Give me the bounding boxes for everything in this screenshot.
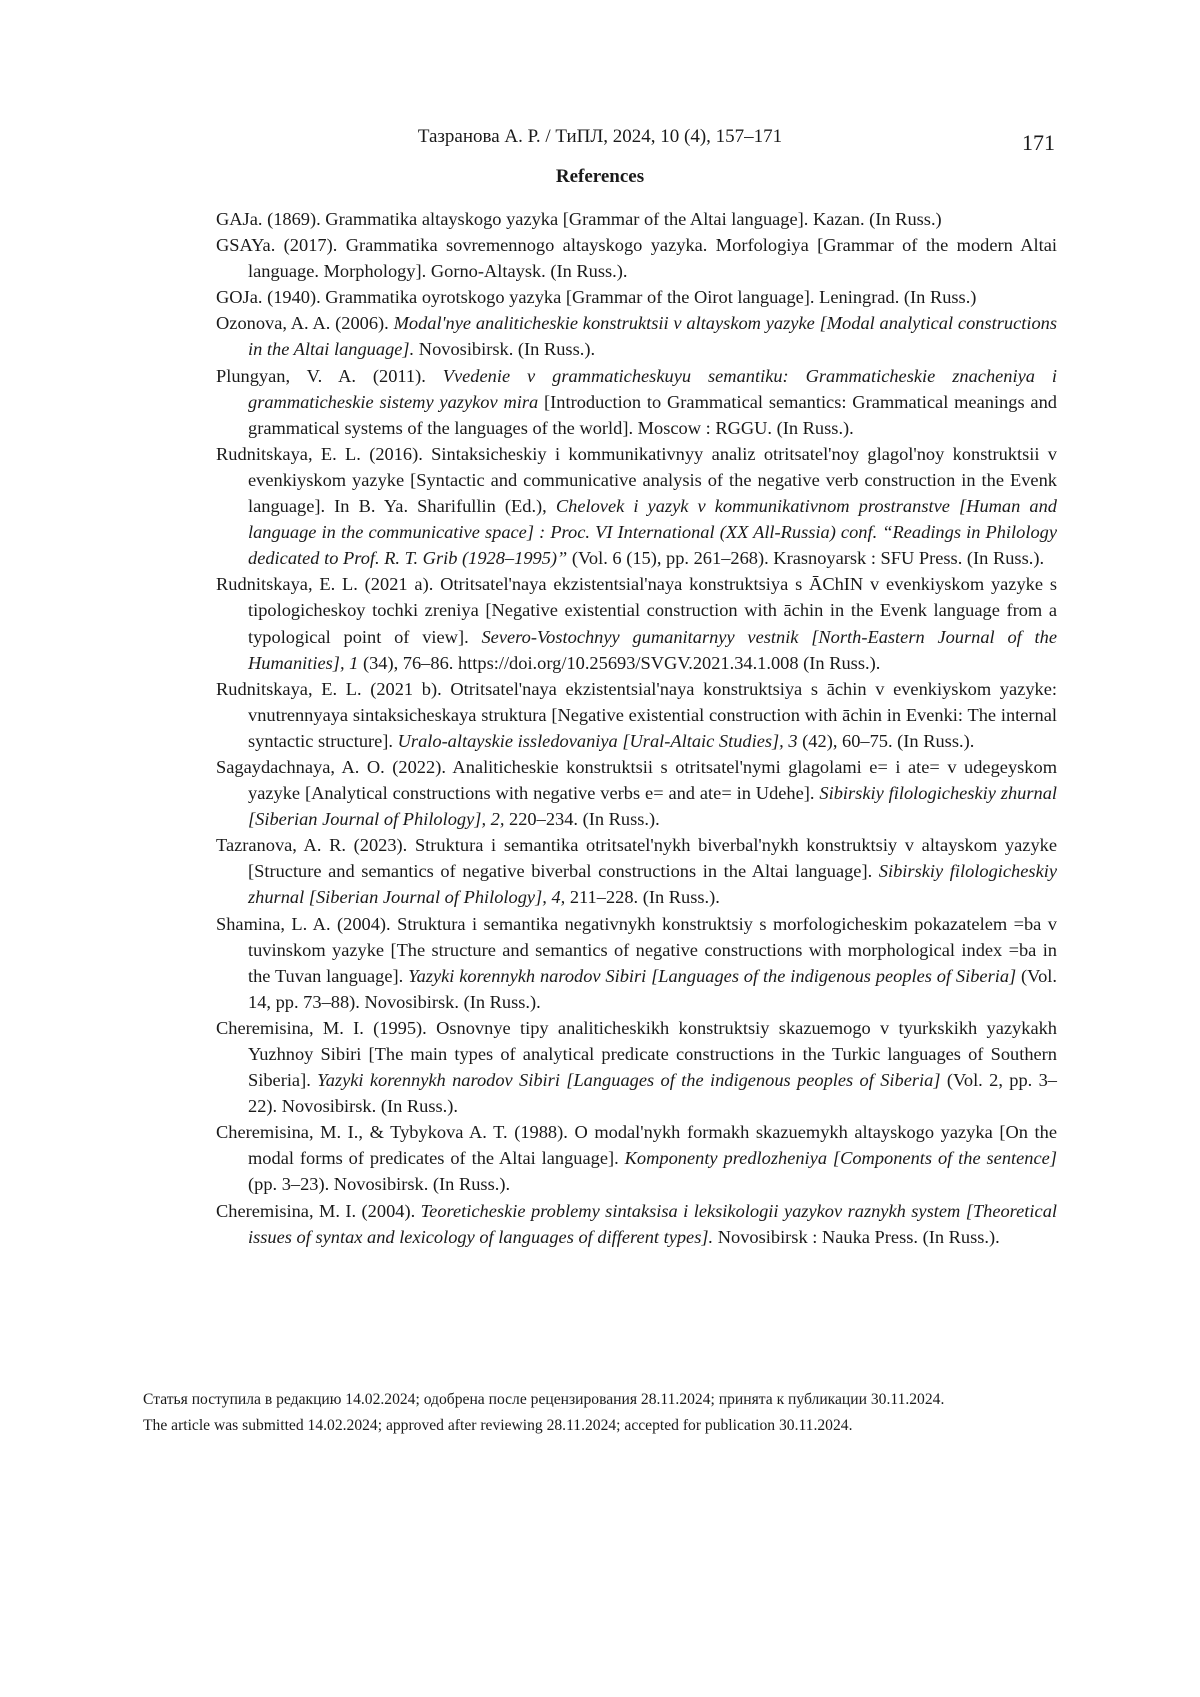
page-number: 171 [1022, 130, 1055, 156]
reference-text: Tazranova, A. R. (2023). Struktura i semantika otritsatel'nykh biverbal'nykh konstruktsiy v altayskom yazyke [Structure and semantics of negative biverbal constructions in the Altai language]. [216, 835, 1057, 881]
reference-text: Plungyan, V. A. (2011). [216, 366, 443, 386]
reference-text: Shamina, L. A. (2004). Struktura i semantika negativnykh konstruktsiy s morfologicheskim pokazatelem =ba v tuvinskom yazyke [The structure and semantics of negative constructions with morphological index =ba in the Tuvan language]. [216, 914, 1057, 986]
reference-text: Sagaydachnaya, A. O. (2022). Analiticheskie konstruktsii s otritsatel'nymi glagolami e= i ate= v udegeyskom yazyke [Analytical constructions with negative verbs e= and ate= in Udehe]. [216, 757, 1057, 803]
reference-text: (pp. 3–23). Novosibirsk. (In Russ.). [248, 1174, 510, 1194]
reference-text: Rudnitskaya, E. L. (2021 a). Otritsatel'naya ekzistentsial'naya konstruktsiya s ĀChIN v evenkiyskom yazyke s tipologicheskoy tochki zreniya [Negative existential construction with āchin in the Evenk language from a typological point of view]. [216, 574, 1057, 646]
submission-note-en: The article was submitted 14.02.2024; approved after reviewing 28.11.2024; accepted for publication 30.11.2024. [143, 1413, 1103, 1439]
reference-title: Sibirskiy filologicheskiy zhurnal [Siberian Journal of Philology], 2, [248, 783, 1057, 829]
running-head: Тазранова А. Р. / ТиПЛ, 2024, 10 (4), 157–171 [0, 126, 1200, 148]
reference-title: Severo-Vostochnyy gumanitarnyy vestnik [North-Eastern Journal of the Humanities], 1 [248, 627, 1057, 673]
submission-note-ru: Статья поступила в редакцию 14.02.2024; одобрена после рецензирования 28.11.2024; принята к публикации 30.11.2024. [143, 1387, 1103, 1413]
reference-text: Rudnitskaya, E. L. (2021 b). Otritsatel'naya ekzistentsial'naya konstruktsiya s āchin v evenkiyskom yazyke: vnutrennyaya sintaksicheskaya struktura [Negative existential construction with āchin in Evenki: The internal syntactic structure]. [216, 679, 1057, 751]
reference-entry [216, 754, 1057, 832]
reference-title: Sibirskiy filologicheskiy zhurnal [Siberian Journal of Philology], 4, [248, 861, 1057, 907]
reference-text: (Vol. 14, pp. 73–88). Novosibirsk. (In Russ.). [248, 966, 1057, 1012]
reference-text: (34), 76–86. https://doi.org/10.25693/SVGV.2021.34.1.008 (In Russ.). [358, 653, 880, 673]
reference-entry [216, 232, 1057, 284]
reference-title: Yazyki korennykh narodov Sibiri [Languages of the indigenous peoples of Siberia] [317, 1070, 940, 1090]
reference-entry [216, 1119, 1057, 1197]
reference-text: GAJa. (1869). Grammatika altayskogo yazyka [Grammar of the Altai language]. Kazan. (In Russ.) [216, 209, 942, 229]
reference-entry [216, 284, 1057, 310]
reference-text: [Introduction to Grammatical semantics: Grammatical meanings and grammatical systems of the languages of the world]. Moscow : RGGU. (In Russ.). [248, 392, 1057, 438]
reference-list [216, 206, 1057, 1250]
reference-entry [216, 441, 1057, 571]
section-title: References [0, 166, 1200, 188]
reference-entry [216, 1015, 1057, 1119]
reference-entry [216, 1198, 1057, 1250]
reference-title: Chelovek i yazyk v kommunikativnom prostranstve [Human and language in the communicative space] : Proc. VI International (XX All-Russia) conf. “Readings in Philology dedicated to Prof. R. T. Grib (1928–1995)” [248, 496, 1057, 568]
reference-text: (42), 60–75. (In Russ.). [798, 731, 975, 751]
reference-title: Modal'nye analiticheskie konstruktsii v altayskom yazyke [Modal analytical constructions in the Altai language]. [248, 313, 1057, 359]
reference-title: Uralo-altayskie issledovaniya [Ural-Altaic Studies], 3 [398, 731, 798, 751]
reference-title: Yazyki korennykh narodov Sibiri [Languages of the indigenous peoples of Siberia] [408, 966, 1016, 986]
reference-title: Teoreticheskie problemy sintaksisa i leksikologii yazykov raznykh system [Theoretical issues of syntax and lexicology of languages of different types]. [248, 1201, 1057, 1247]
reference-text: GOJa. (1940). Grammatika oyrotskogo yazyka [Grammar of the Oirot language]. Leningrad. (In Russ.) [216, 287, 976, 307]
reference-text: Cheremisina, M. I., & Tybykova A. T. (1988). O modal'nykh formakh skazuemykh altayskogo yazyka [On the modal forms of predicates of the Altai language]. [216, 1122, 1057, 1168]
reference-text: Cheremisina, M. I. (2004). [216, 1201, 421, 1221]
reference-entry [216, 206, 1057, 232]
reference-entry [216, 571, 1057, 675]
reference-entry [216, 363, 1057, 441]
reference-text: (Vol. 2, pp. 3–22). Novosibirsk. (In Russ.). [248, 1070, 1057, 1116]
reference-text: 211–228. (In Russ.). [565, 887, 720, 907]
reference-text: GSAYa. (2017). Grammatika sovremennogo altayskogo yazyka. Morfologiya [Grammar of the modern Altai language. Morphology]. Gorno-Altaysk. (In Russ.). [216, 235, 1057, 281]
reference-title: Komponenty predlozheniya [Components of the sentence] [625, 1148, 1057, 1168]
reference-text: (Vol. 6 (15), pp. 261–268). Krasnoyarsk : SFU Press. (In Russ.). [567, 548, 1044, 568]
reference-title: Vvedenie v grammaticheskuyu semantiku: Grammaticheskie znacheniya i grammaticheskie sistemy yazykov mira [248, 366, 1057, 412]
reference-entry [216, 832, 1057, 910]
reference-text: Ozonova, A. A. (2006). [216, 313, 394, 333]
reference-text: Novosibirsk : Nauka Press. (In Russ.). [713, 1227, 1000, 1247]
reference-entry [216, 310, 1057, 362]
reference-text: Novosibirsk. (In Russ.). [414, 339, 595, 359]
reference-text: Rudnitskaya, E. L. (2016). Sintaksicheskiy i kommunikativnyy analiz otritsatel'noy glagol'noy konstruktsii v evenkiyskom yazyke [Syntactic and communicative analysis of the negative verb construction in the Evenk language]. In B. Ya. Sharifullin (Ed.), [216, 444, 1057, 516]
reference-entry [216, 911, 1057, 1015]
reference-entry [216, 676, 1057, 754]
reference-text: 220–234. (In Russ.). [504, 809, 659, 829]
reference-text: Cheremisina, M. I. (1995). Osnovnye tipy analiticheskikh konstruktsiy skazuemogo v tyurkskikh yazykakh Yuzhnoy Sibiri [The main types of analytical predicate constructions in the Turkic languages of Southern Siberia]. [216, 1018, 1057, 1090]
